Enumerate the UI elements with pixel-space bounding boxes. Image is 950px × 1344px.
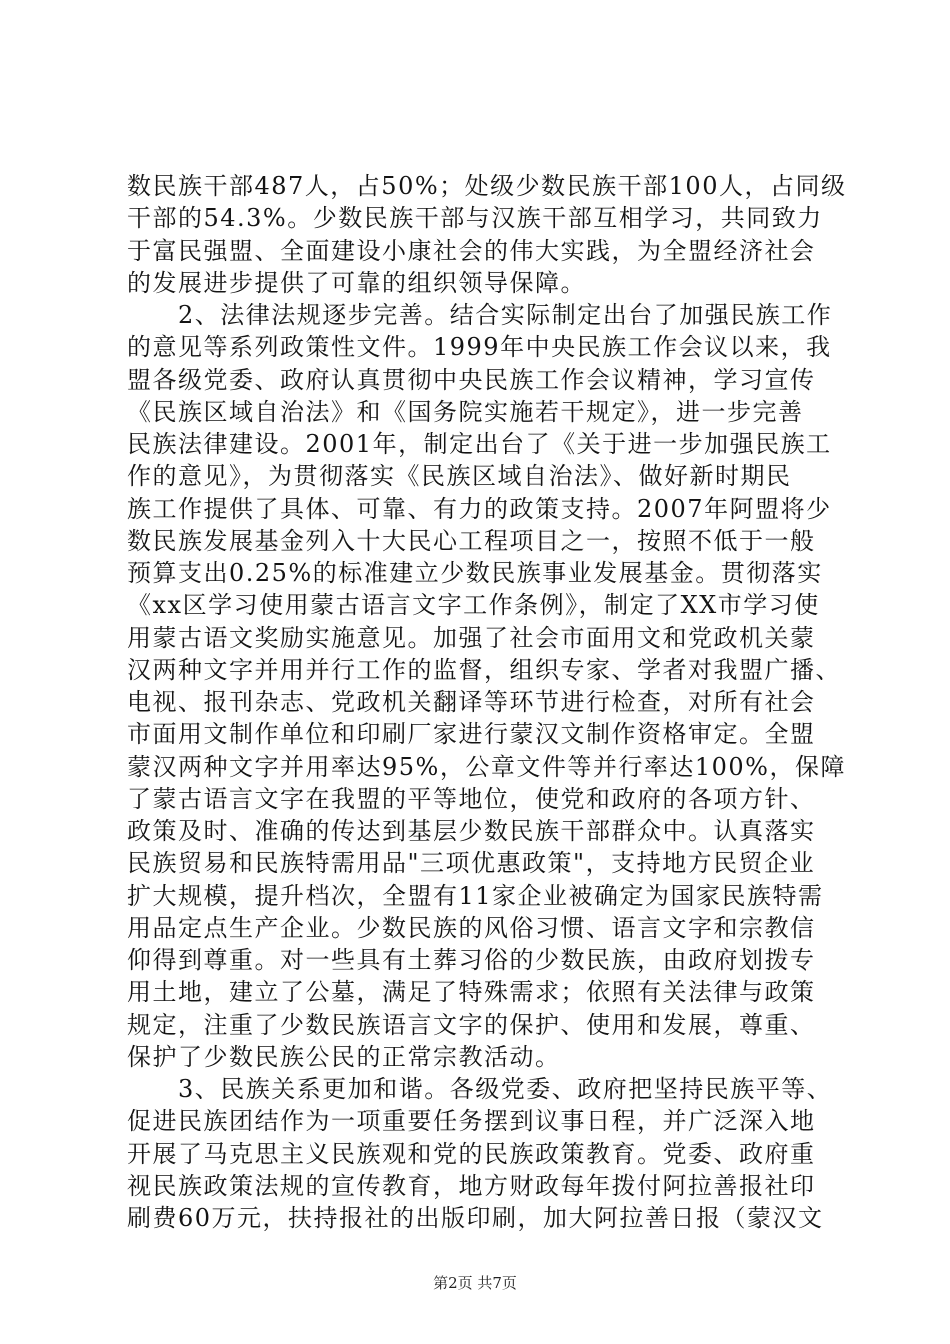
text-line: 政策及时、准确的传达到基层少数民族干部群众中。认真落实	[127, 817, 816, 845]
text-line: 盟各级党委、政府认真贯彻中央民族工作会议精神，学习宣传	[127, 365, 816, 394]
text-line: 《民族区域自治法》和《国务院实施若干规定》，进一步完善	[127, 397, 804, 426]
text-line: 的发展进步提供了可靠的组织领导保障。	[127, 268, 586, 297]
text-line: 用蒙古语文奖励实施意见。加强了社会市面用文和党政机关蒙	[127, 623, 816, 652]
text-line: 干部的54.3%。少数民族干部与汉族干部互相学习，共同致力	[127, 204, 823, 233]
text-line: 民族贸易和民族特需用品"三项优惠政策"，支持地方民贸企业	[127, 849, 816, 878]
text-line: 民族法律建设。2001年，制定出台了《关于进一步加强民族工	[127, 430, 832, 458]
text-line: 的意见等系列政策性文件。1999年中央民族工作会议以来，我	[127, 333, 832, 362]
text-line: 仰得到尊重。对一些具有土葬习俗的少数民族，由政府划拨专	[127, 946, 816, 974]
text-line: 促进民族团结作为一项重要任务摆到议事日程，并广泛深入地	[127, 1107, 816, 1136]
text-line: 用土地，建立了公墓，满足了特殊需求；依照有关法律与政策	[127, 978, 816, 1007]
text-line: 预算支出0.25%的标准建立少数民族事业发展基金。贯彻落实	[127, 559, 823, 587]
text-line: 刷费60万元，扶持报社的出版印刷，加大阿拉善日报（蒙汉文	[127, 1204, 824, 1232]
text-line: 保护了少数民族公民的正常宗教活动。	[127, 1042, 561, 1071]
text-line: 于富民强盟、全面建设小康社会的伟大实践，为全盟经济社会	[127, 236, 816, 265]
text-line: 市面用文制作单位和印刷厂家进行蒙汉文制作资格审定。全盟	[127, 720, 816, 749]
page-footer: 第2页 共7页	[433, 1274, 517, 1292]
text-line: 蒙汉两种文字并用率达95%，公章文件等并行率达100%，保障	[127, 752, 846, 781]
text-line: 视民族政策法规的宣传教育，地方财政每年拨付阿拉善报社印	[127, 1171, 816, 1200]
text-line: 《xx区学习使用蒙古语言文字工作条例》，制定了XX市学习使	[127, 591, 820, 620]
text-line: 3、民族关系更加和谐。各级党委、政府把坚持民族平等、	[127, 1075, 833, 1103]
text-line: 作的意见》，为贯彻落实《民族区域自治法》、做好新时期民	[127, 462, 792, 491]
body-text	[127, 170, 847, 1234]
text-line: 数民族发展基金列入十大民心工程项目之一，按照不低于一般	[127, 526, 816, 555]
text-line: 规定，注重了少数民族语言文字的保护、使用和发展，尊重、	[127, 1010, 816, 1039]
text-line: 用品定点生产企业。少数民族的风俗习惯、语言文字和宗教信	[127, 913, 816, 942]
text-line: 族工作提供了具体、可靠、有力的政策支持。2007年阿盟将少	[127, 494, 832, 523]
text-line: 数民族干部487人，占50%；处级少数民族干部100人，占同级	[127, 172, 847, 200]
text-line: 扩大规模，提升档次，全盟有11家企业被确定为国家民族特需	[127, 881, 824, 910]
text-line: 开展了马克思主义民族观和党的民族政策教育。党委、政府重	[127, 1139, 816, 1168]
text-line: 电视、报刊杂志、党政机关翻译等环节进行检查，对所有社会	[127, 688, 816, 716]
text-line: 汉两种文字并用并行工作的监督，组织专家、学者对我盟广播、	[127, 655, 841, 684]
text-line: 2、法律法规逐步完善。结合实际制定出台了加强民族工作	[127, 301, 833, 329]
text-line: 了蒙古语言文字在我盟的平等地位，使党和政府的各项方针、	[127, 784, 816, 813]
